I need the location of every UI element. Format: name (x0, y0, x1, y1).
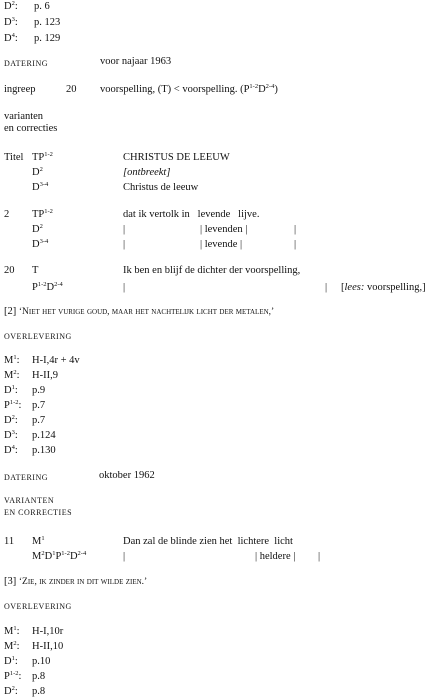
verse-number: 11 (4, 536, 15, 547)
poem-number: [2] (4, 306, 17, 317)
source-ref: H-II,10 (32, 641, 64, 652)
poem-number: [3] (4, 576, 17, 587)
source-ref: p.130 (32, 445, 56, 456)
titel-label: Titel (4, 152, 24, 163)
siglum-sup: 3 (11, 16, 15, 23)
verse-number: 20 (4, 265, 15, 276)
siglum-sup: 4 (11, 32, 15, 39)
varianten-label: varianten (4, 111, 44, 122)
source-page: p. 129 (34, 33, 61, 44)
variant-word: | levenden | (200, 224, 248, 235)
source-ref: p.124 (32, 430, 56, 441)
siglum: $M^2D^1P^{1-2}D^{2-4}$ (32, 550, 87, 562)
source-ref: p.7 (32, 400, 46, 411)
correcties-label: en correcties (4, 123, 58, 134)
source-ref: p.8 (32, 686, 46, 697)
source-ref: H-II,9 (32, 370, 58, 381)
siglum: $D^1$: (4, 655, 18, 667)
siglum: $M^2$: (4, 640, 20, 652)
ingreep-line-number: 20 (66, 84, 77, 95)
source-line: $D^4$: (4, 32, 18, 44)
verse-text: Ik ben en blijf de dichter der voorspelling, (123, 265, 301, 276)
siglum: $D^2$: (4, 414, 18, 426)
datering-value: oktober 1962 (99, 470, 155, 481)
siglum: $P^{1-2}D^{2-4}$ (32, 281, 63, 293)
variant-bar: | (294, 239, 297, 250)
source-ref: p.9 (32, 385, 46, 396)
verse-number: 2 (4, 209, 10, 220)
source-ref: p.7 (32, 415, 46, 426)
siglum: $D^1$: (4, 384, 18, 396)
siglum: $D^2$: (4, 685, 18, 697)
siglum: T (32, 265, 39, 276)
correcties-label: EN CORRECTIES (4, 508, 73, 517)
siglum: $M^1$: (4, 625, 20, 637)
variant-word: | levende | (200, 239, 243, 250)
variant-bar: | (325, 282, 328, 293)
varianten-label: VARIANTEN (4, 496, 55, 505)
siglum: $P^{1-2}$: (4, 670, 22, 682)
verse-text: Dan zal de blinde zien het lichtere licht (123, 536, 293, 547)
poem-title: ‘Niet het vurige goud, maar het nachtelijk licht der metalen,’ (18, 307, 275, 317)
datering-label: DATERING (4, 473, 48, 482)
source-ref: H-I,10r (32, 626, 64, 637)
siglum: $P^{1-2}$: (4, 399, 22, 411)
verse-text: dat ik vertolk in levende lijve. (123, 209, 260, 220)
variant-bar: | (294, 224, 297, 235)
source-line: $D^3$: (4, 16, 18, 28)
siglum: $M^2$: (4, 369, 20, 381)
poem-title: ‘Zie, ik zinder in dit wilde zien.’ (18, 577, 148, 587)
siglum: $M^1$: (4, 354, 20, 366)
editorial-note: [lees: voorspelling,] (341, 282, 426, 293)
source-ref: H-I,4r + 4v (32, 355, 80, 366)
siglum: TP$^{1-2}$ (32, 208, 53, 220)
datering-value: voor najaar 1963 (100, 56, 172, 67)
source-page: p. 123 (34, 17, 61, 28)
siglum: $D^2$ (32, 166, 43, 178)
siglum: D (4, 33, 12, 44)
siglum: D (4, 1, 12, 12)
overlevering-label: OVERLEVERING (4, 332, 72, 341)
siglum: $D^{3-4}$ (32, 238, 49, 250)
siglum: D (4, 17, 12, 28)
variant-bar: | (123, 282, 126, 293)
siglum: $M^1$ (32, 535, 45, 547)
source-ref: p.8 (32, 671, 46, 682)
siglum: $D^{3-4}$ (32, 181, 49, 193)
title-variant: [ontbreekt] (123, 167, 171, 178)
source-line: $D^2$: (4, 0, 18, 12)
poem-heading (4, 307, 274, 318)
source-ref: p.10 (32, 656, 51, 667)
source-page: p. 6 (34, 1, 50, 12)
siglum: $D^3$: (4, 429, 18, 441)
poem-heading (4, 577, 147, 588)
siglum: $D^4$: (4, 444, 18, 456)
ingreep-label: ingreep (4, 84, 36, 95)
overlevering-label: OVERLEVERING (4, 602, 72, 611)
title-variant: Christus de leeuw (123, 182, 199, 193)
variant-bar: | (123, 224, 126, 235)
variant-bar: | (123, 551, 126, 562)
ingreep-text: voorspelling, (T) < voorspelling. $(P^{1-2}D^{2-4})$ (100, 83, 278, 95)
siglum: $D^2$ (32, 223, 43, 235)
siglum: TP$^{1-2}$ (32, 151, 53, 163)
variant-word: | heldere | (255, 551, 296, 562)
datering-label: DATERING (4, 59, 48, 68)
title-variant: CHRISTUS DE LEEUW (123, 152, 230, 163)
siglum-sup: 2 (11, 0, 15, 7)
variant-bar: | (123, 239, 126, 250)
variant-bar: | (318, 551, 321, 562)
